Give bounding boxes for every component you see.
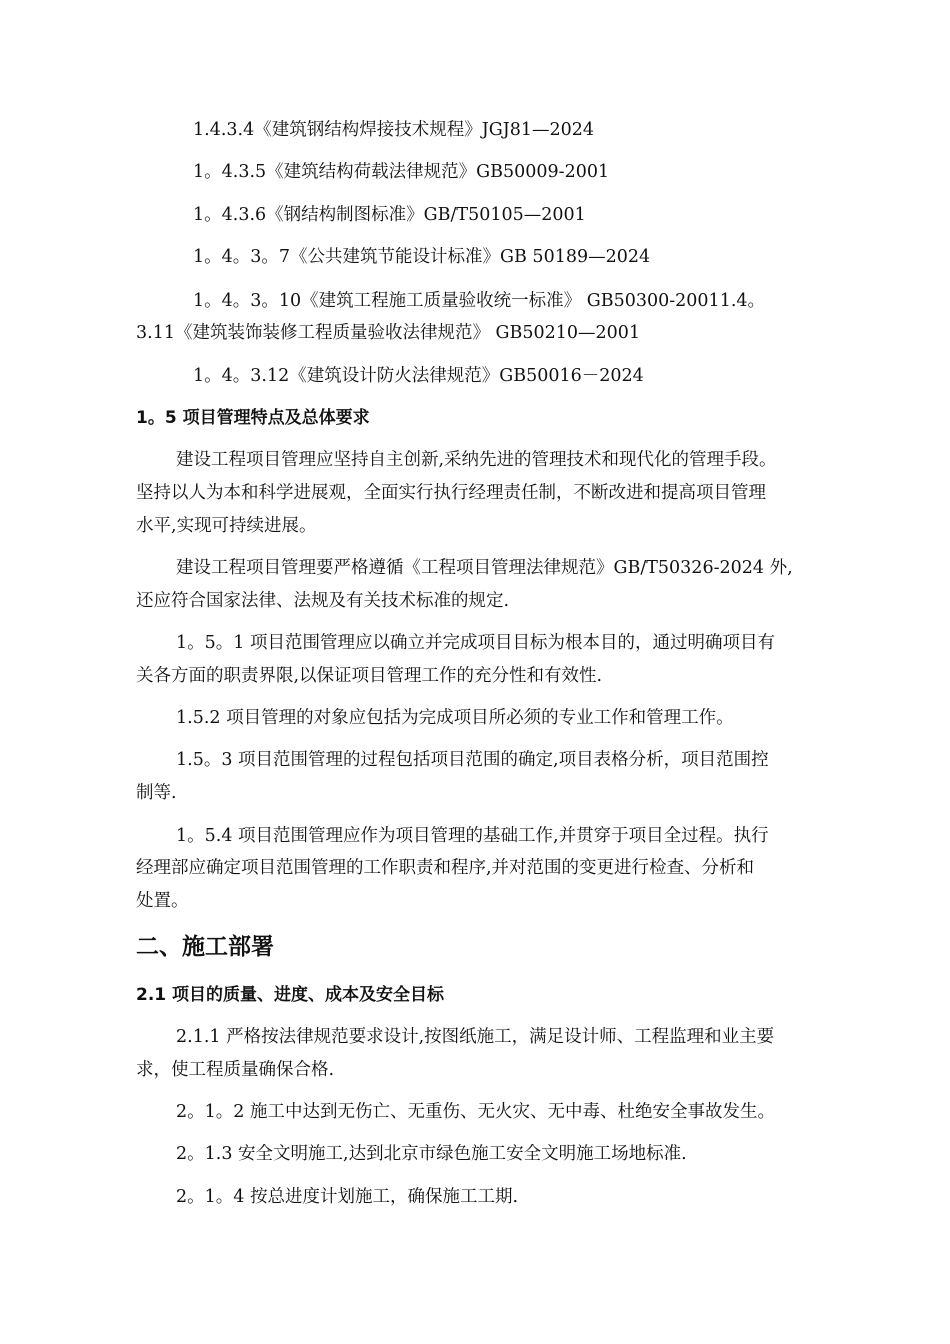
- paragraph-line: 1。5。1 项目范围管理应以确立并完成项目目标为根本目的，通过明确项目有: [176, 633, 775, 653]
- reference-line: 3.11《建筑装饰装修工程质量验收法律规范》 GB50210—2001: [136, 323, 641, 343]
- paragraph-line: 关各方面的职责界限,以保证项目管理工作的充分性和有效性.: [136, 666, 603, 686]
- chapter-title: 二、施工部署: [136, 934, 274, 960]
- paragraph-line: 水平,实现可持续进展。: [136, 516, 317, 536]
- reference-line: 1。4.3.5《建筑结构荷载法律规范》GB50009-2001: [193, 162, 610, 182]
- paragraph-line: 1.5.2 项目管理的对象应包括为完成项目所必须的专业工作和管理工作。: [176, 708, 734, 728]
- paragraph-line: 制等.: [136, 783, 177, 803]
- reference-line: 1.4.3.4《建筑钢结构焊接技术规程》JGJ81—2024: [193, 120, 595, 140]
- reference-line: 1。4。3.12《建筑设计防火法律规范》GB50016－2024: [193, 366, 644, 386]
- paragraph-line: 坚持以人为本和科学进展观，全面实行执行经理责任制，不断改进和提高项目管理: [136, 483, 766, 503]
- paragraph-line: 2。1。4 按总进度计划施工，确保施工工期.: [176, 1187, 519, 1207]
- paragraph-line: 还应符合国家法律、法规及有关技术标准的规定.: [136, 591, 510, 611]
- paragraph-line: 建设工程项目管理应坚持自主创新,采纳先进的管理技术和现代化的管理手段。: [176, 450, 777, 470]
- paragraph-line: 经理部应确定项目范围管理的工作职责和程序,并对范围的变更进行检查、分析和: [136, 858, 755, 878]
- paragraph-line: 2.1.1 严格按法律规范要求设计,按图纸施工，满足设计师、工程监理和业主要: [176, 1027, 775, 1047]
- paragraph-line: 2。1。2 施工中达到无伤亡、无重伤、无火灾、无中毒、杜绝安全事故发生。: [176, 1102, 775, 1122]
- reference-line: 1。4。3。10《建筑工程施工质量验收统一标准》 GB50300-20011.4。: [193, 291, 766, 311]
- section-heading: 2.1 项目的质量、进度、成本及安全目标: [136, 985, 445, 1005]
- reference-line: 1。4。3。7《公共建筑节能设计标准》GB 50189—2024: [193, 247, 651, 267]
- paragraph-line: 求，使工程质量确保合格.: [136, 1060, 335, 1080]
- paragraph-line: 2。1.3 安全文明施工,达到北京市绿色施工安全文明施工场地标准.: [176, 1144, 687, 1164]
- paragraph-line: 建设工程项目管理要严格遵循《工程项目管理法律规范》GB/T50326-2024 外,: [176, 558, 793, 578]
- paragraph-line: 处置。: [136, 891, 189, 911]
- section-heading: 1。5 项目管理特点及总体要求: [136, 408, 370, 428]
- paragraph-line: 1。5.4 项目范围管理应作为项目管理的基础工作,并贯穿于项目全过程。执行: [176, 826, 769, 846]
- reference-line: 1。4.3.6《钢结构制图标准》GB/T50105—2001: [193, 205, 586, 225]
- paragraph-line: 1.5。3 项目范围管理的过程包括项目范围的确定,项目表格分析，项目范围控: [176, 750, 769, 770]
